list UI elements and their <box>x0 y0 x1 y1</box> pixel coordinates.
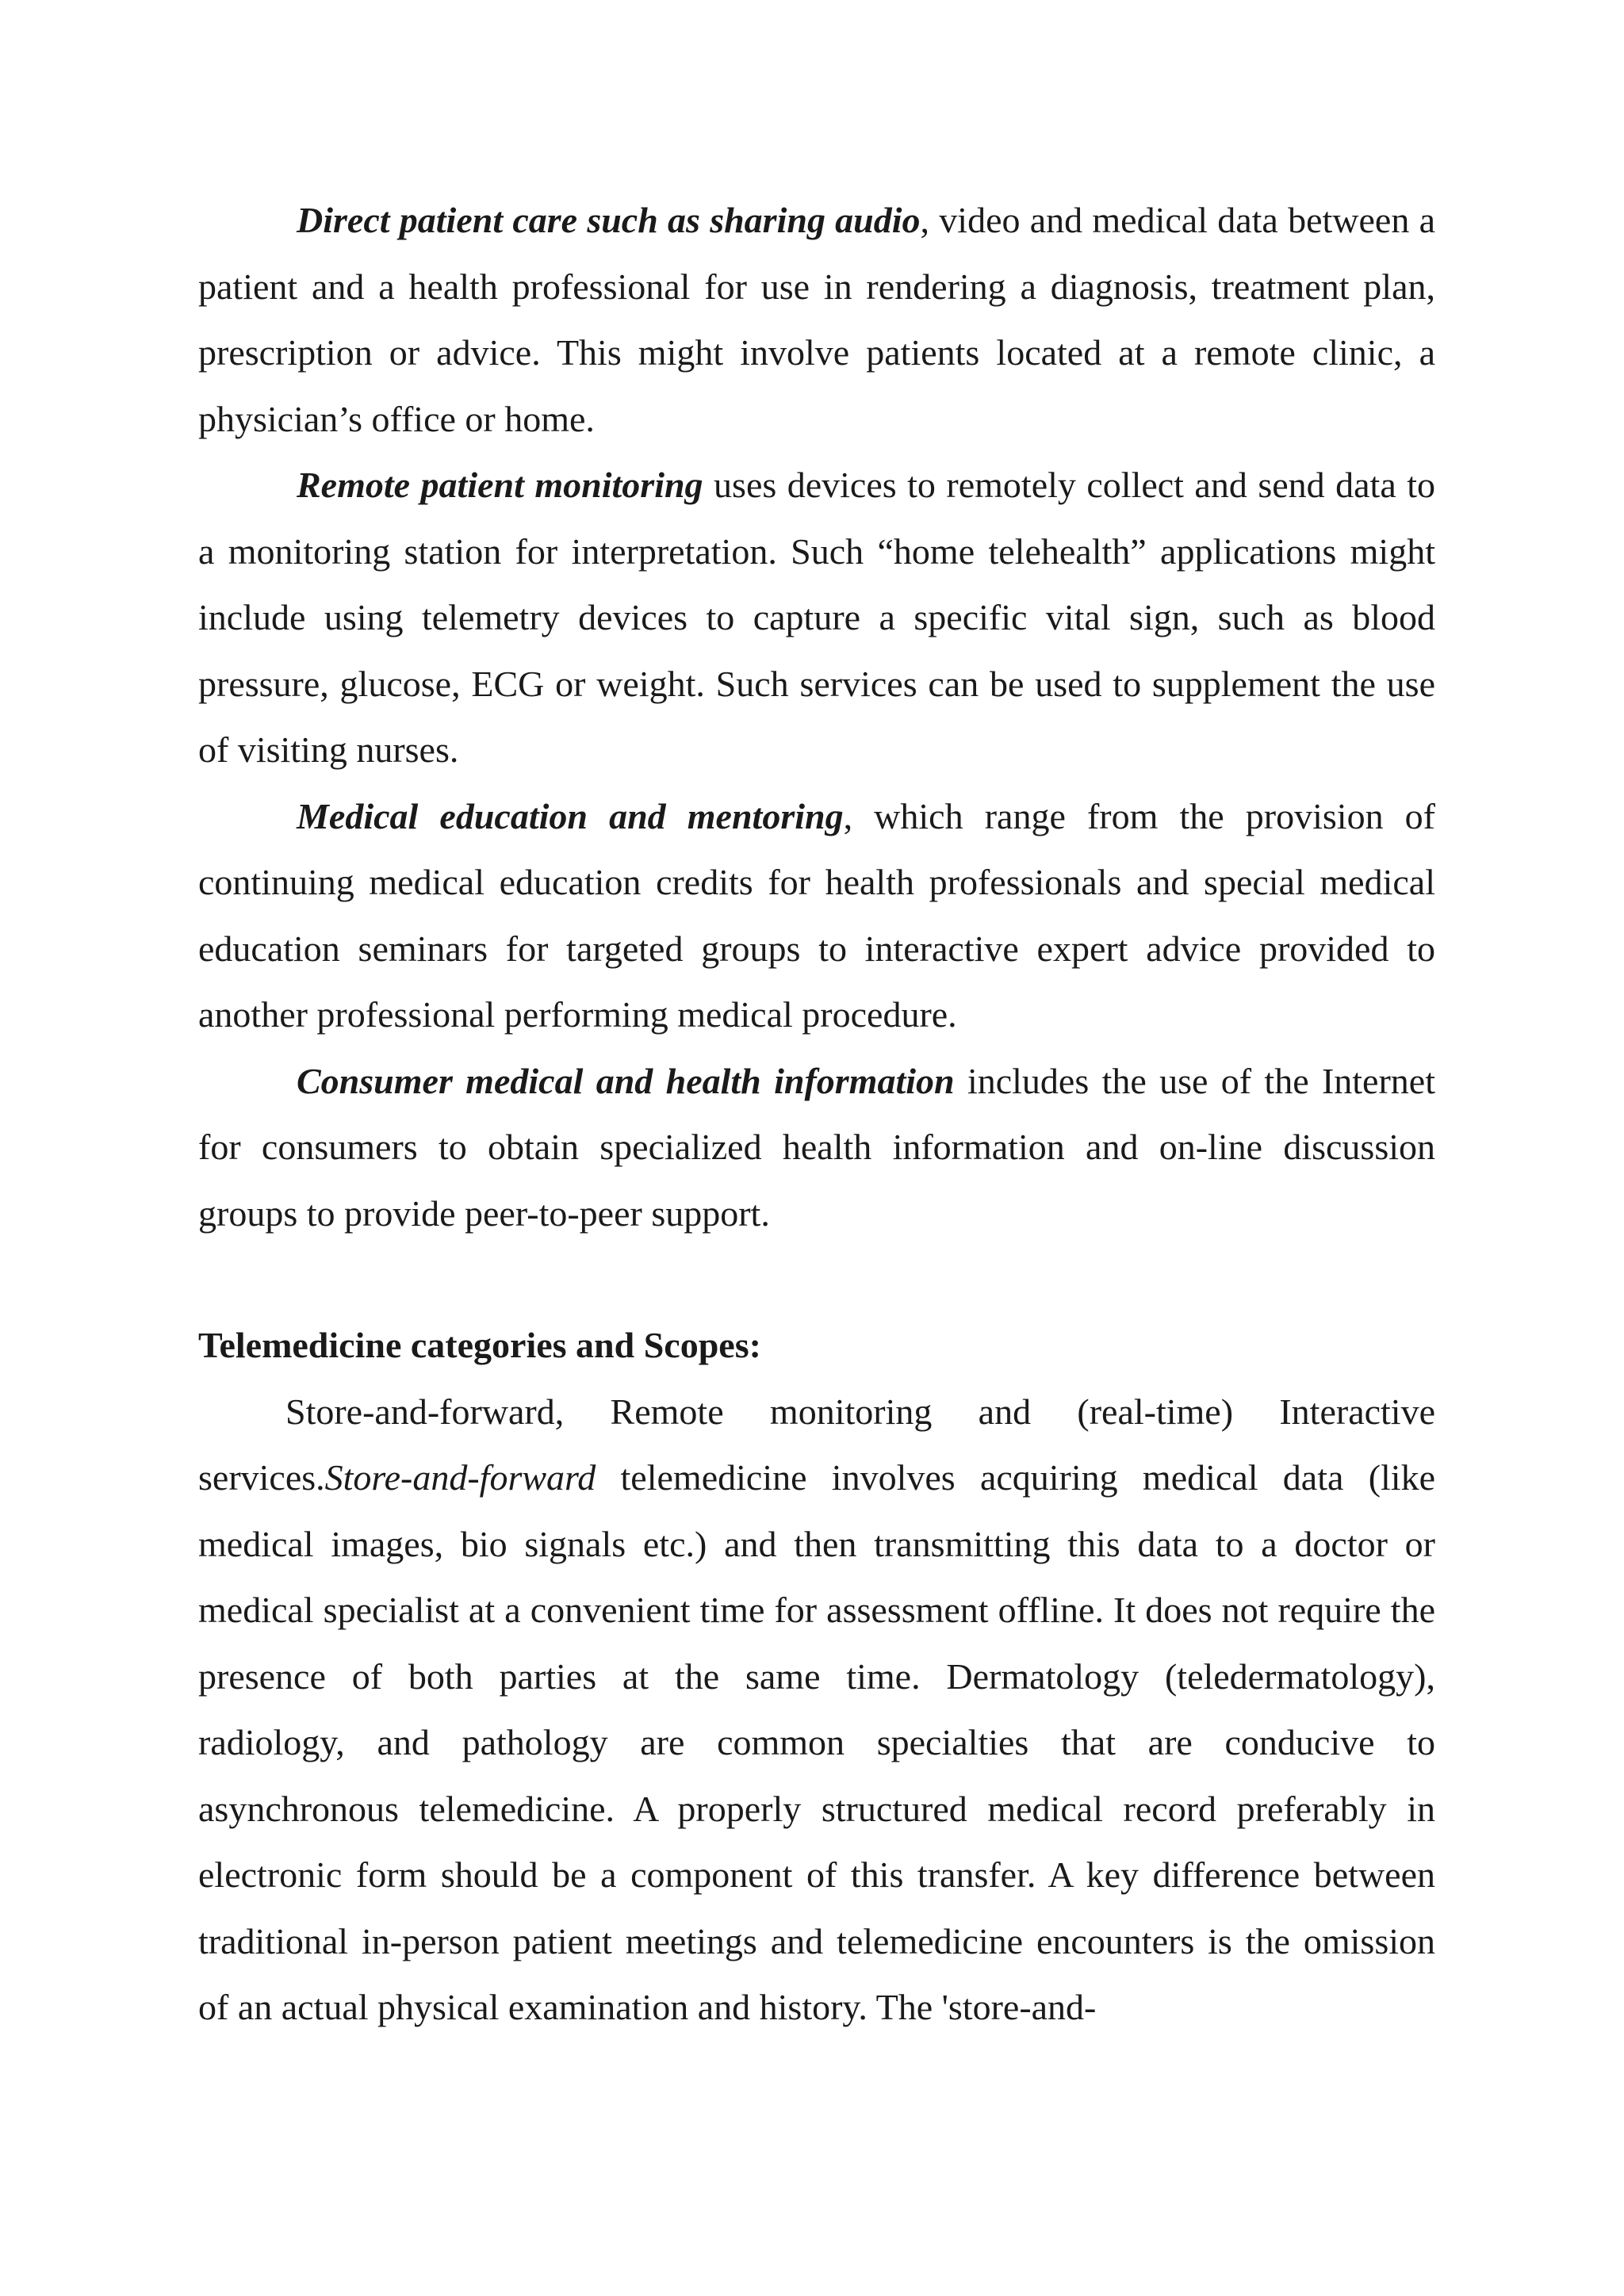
paragraph-text: includes the use of the Internet for consumers to obtain specialized health information and on-line discussion groups to provide peer-to-peer support. <box>198 1060 1435 1234</box>
paragraph-consumer-health-information <box>198 1048 1435 1247</box>
paragraph-text: , video and medical data between a patient and a health professional for use in rendering a diagnosis, treatment plan, prescription or advice. This might involve patients located at a remote clinic, a physician’s office or home. <box>198 200 1435 439</box>
term-remote-patient-monitoring: Remote patient monitoring <box>297 465 703 505</box>
term-medical-education: Medical education and mentoring <box>297 795 844 836</box>
paragraph-text: telemedicine involves acquiring medical data (like medical images, bio signals etc.) and then transmitting this data to a doctor or medical specialist at a convenient time for assessment offline. It does not require the presence of both parties at the same time. Dermatology (teledermatology), radiology, and pathology are common specialties that are conducive to asynchronous telemedicine. A properly structured medical record preferably in electronic form should be a component of this transfer. A key difference between traditional in-person patient meetings and telemedicine encounters is the omission of an actual physical examination and history. The 'store-and- <box>198 1457 1435 2027</box>
section-heading: Telemedicine categories and Scopes: <box>198 1325 761 1365</box>
term-store-and-forward: Store-and-forward <box>324 1457 596 1498</box>
paragraph-remote-patient-monitoring <box>198 452 1435 783</box>
term-consumer-health-information: Consumer medical and health information <box>297 1060 955 1101</box>
paragraph-medical-education <box>198 783 1435 1048</box>
paragraph-text: , which range from the provision of continuing medical education credits for health professionals and special medical education seminars for targeted groups to interactive expert advice provided to another professional performing medical procedure. <box>198 795 1435 1035</box>
term-direct-patient-care: Direct patient care such as sharing audio <box>297 200 921 240</box>
paragraph-text: uses devices to remotely collect and send data to a monitoring station for interpretation. Such “home telehealth” applications might include using telemetry devices to capture a specific vital sign, such as blood pressure, glucose, ECG or weight. Such services can be used to supplement the use of visiting nurses. <box>198 465 1435 770</box>
paragraph-direct-patient-care <box>198 187 1435 452</box>
paragraph-store-and-forward <box>198 1379 1435 2041</box>
section-intro: Store-and-forward, Remote monitoring and (real-time) Interactive services. <box>198 1391 1435 1498</box>
document-page <box>198 187 1435 2041</box>
